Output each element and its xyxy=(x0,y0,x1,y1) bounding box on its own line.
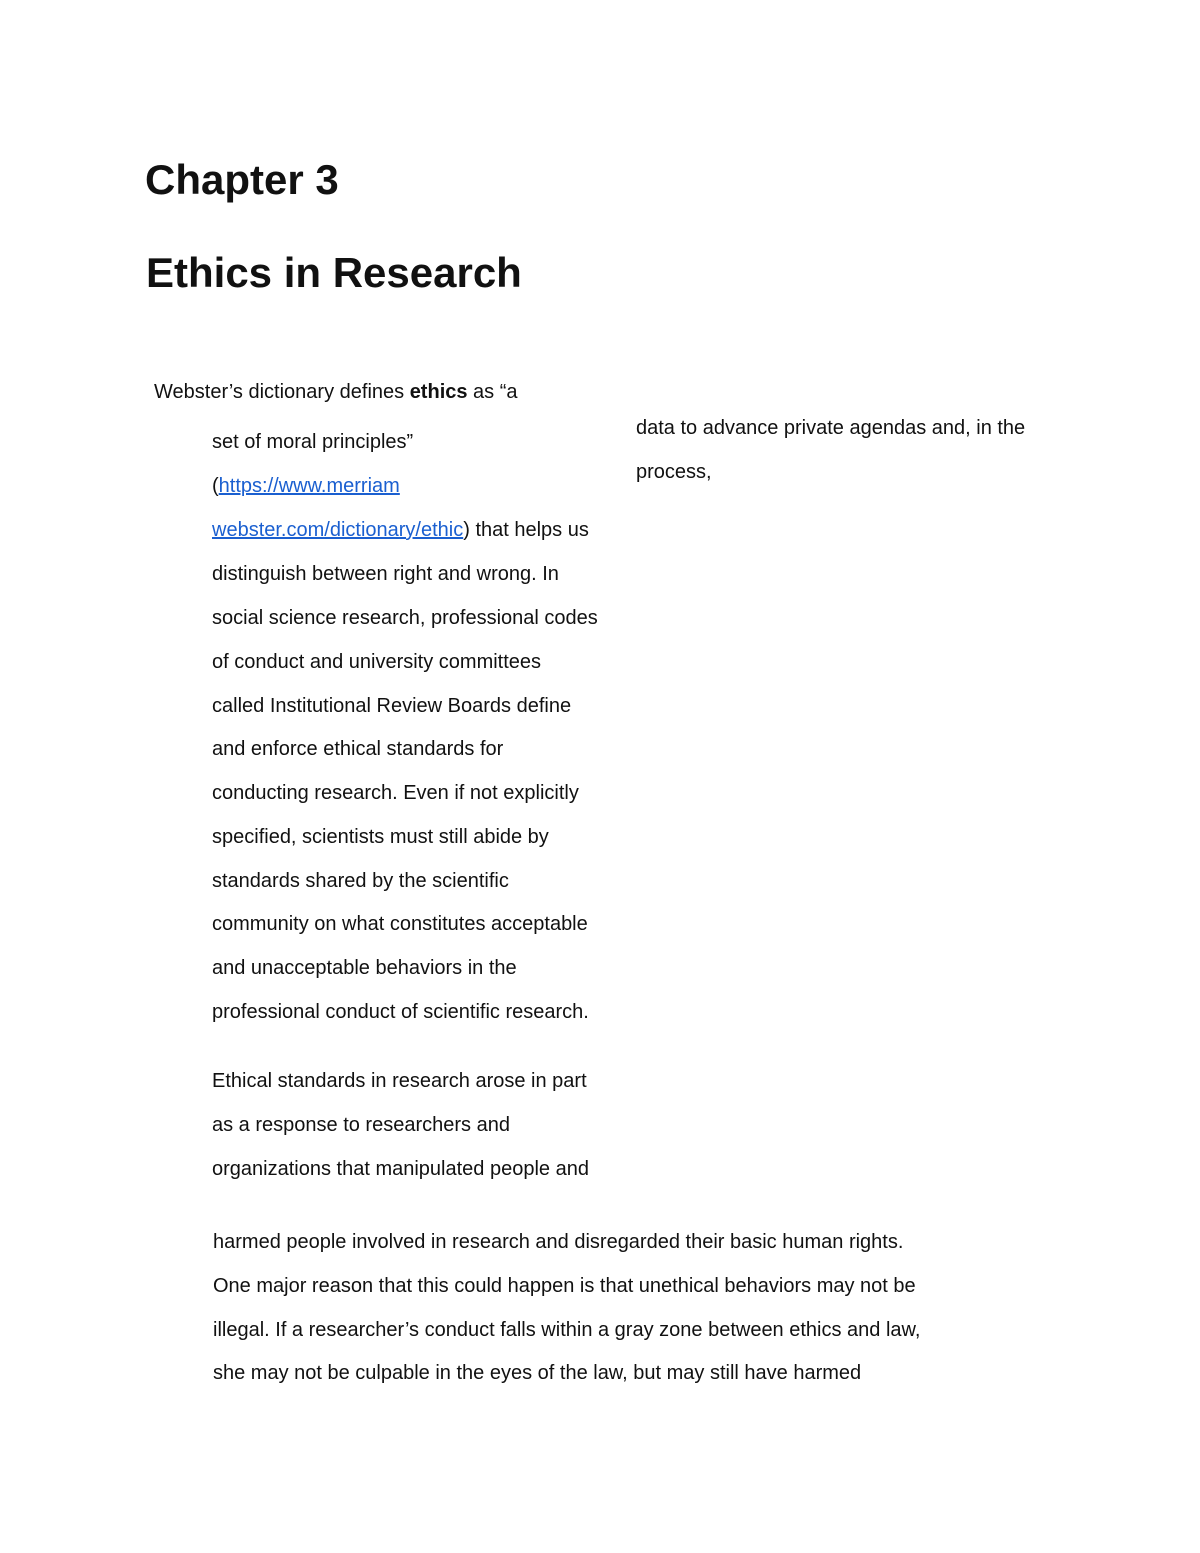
dictionary-link-part1[interactable]: https://www.merriam xyxy=(218,475,400,497)
intro-text-after: as “a xyxy=(467,381,518,403)
intro-text-before: Webster’s dictionary defines xyxy=(154,381,410,403)
col1-body-line: social science research, professional codes xyxy=(212,607,598,629)
col1-body-line: community on what constitutes acceptable xyxy=(212,913,588,935)
col1-body-line: standards shared by the scientific xyxy=(212,870,509,892)
col1-line-2 xyxy=(212,474,400,498)
col1-line-1: set of moral principles” xyxy=(212,431,414,453)
dictionary-link-part2[interactable]: webster.com/dictionary/ethic xyxy=(212,519,464,541)
bottom-paragraph-line: illegal. If a researcher’s conduct falls within a gray zone between ethics and law, xyxy=(213,1319,921,1341)
col1-body-line: professional conduct of scientific research. xyxy=(212,1001,589,1023)
intro-line xyxy=(154,380,518,404)
col1-body-line: called Institutional Review Boards define xyxy=(212,695,572,717)
col1-body-line: and unacceptable behaviors in the xyxy=(212,957,517,979)
col2-line: data to advance private agendas and, in the xyxy=(636,417,1026,439)
chapter-heading: Chapter 3 xyxy=(145,156,339,203)
paren-close-text: ) that helps us xyxy=(463,519,589,541)
bottom-paragraph-line: harmed people involved in research and disregarded their basic human rights. xyxy=(213,1231,904,1253)
col2-line: process, xyxy=(636,461,712,483)
bottom-paragraph-line: One major reason that this could happen is that unethical behaviors may not be xyxy=(213,1275,916,1297)
col1-body-line: of conduct and university committees xyxy=(212,651,542,673)
col1-body-line: conducting research. Even if not explicitly xyxy=(212,782,579,804)
bottom-paragraph-line: she may not be culpable in the eyes of the law, but may still have harmed xyxy=(213,1362,862,1384)
col1-para2-line: as a response to researchers and xyxy=(212,1114,510,1136)
col1-para2-line: organizations that manipulated people and xyxy=(212,1158,589,1180)
paren-open: ( xyxy=(212,475,219,497)
col1-body-line: and enforce ethical standards for xyxy=(212,738,504,760)
col1-body-line: distinguish between right and wrong. In xyxy=(212,563,559,585)
col1-line-3 xyxy=(212,518,589,542)
col1-body-line: specified, scientists must still abide by xyxy=(212,826,549,848)
intro-term-ethics: ethics xyxy=(409,381,468,403)
chapter-title: Ethics in Research xyxy=(146,249,522,296)
col1-para2-line: Ethical standards in research arose in part xyxy=(212,1070,587,1092)
